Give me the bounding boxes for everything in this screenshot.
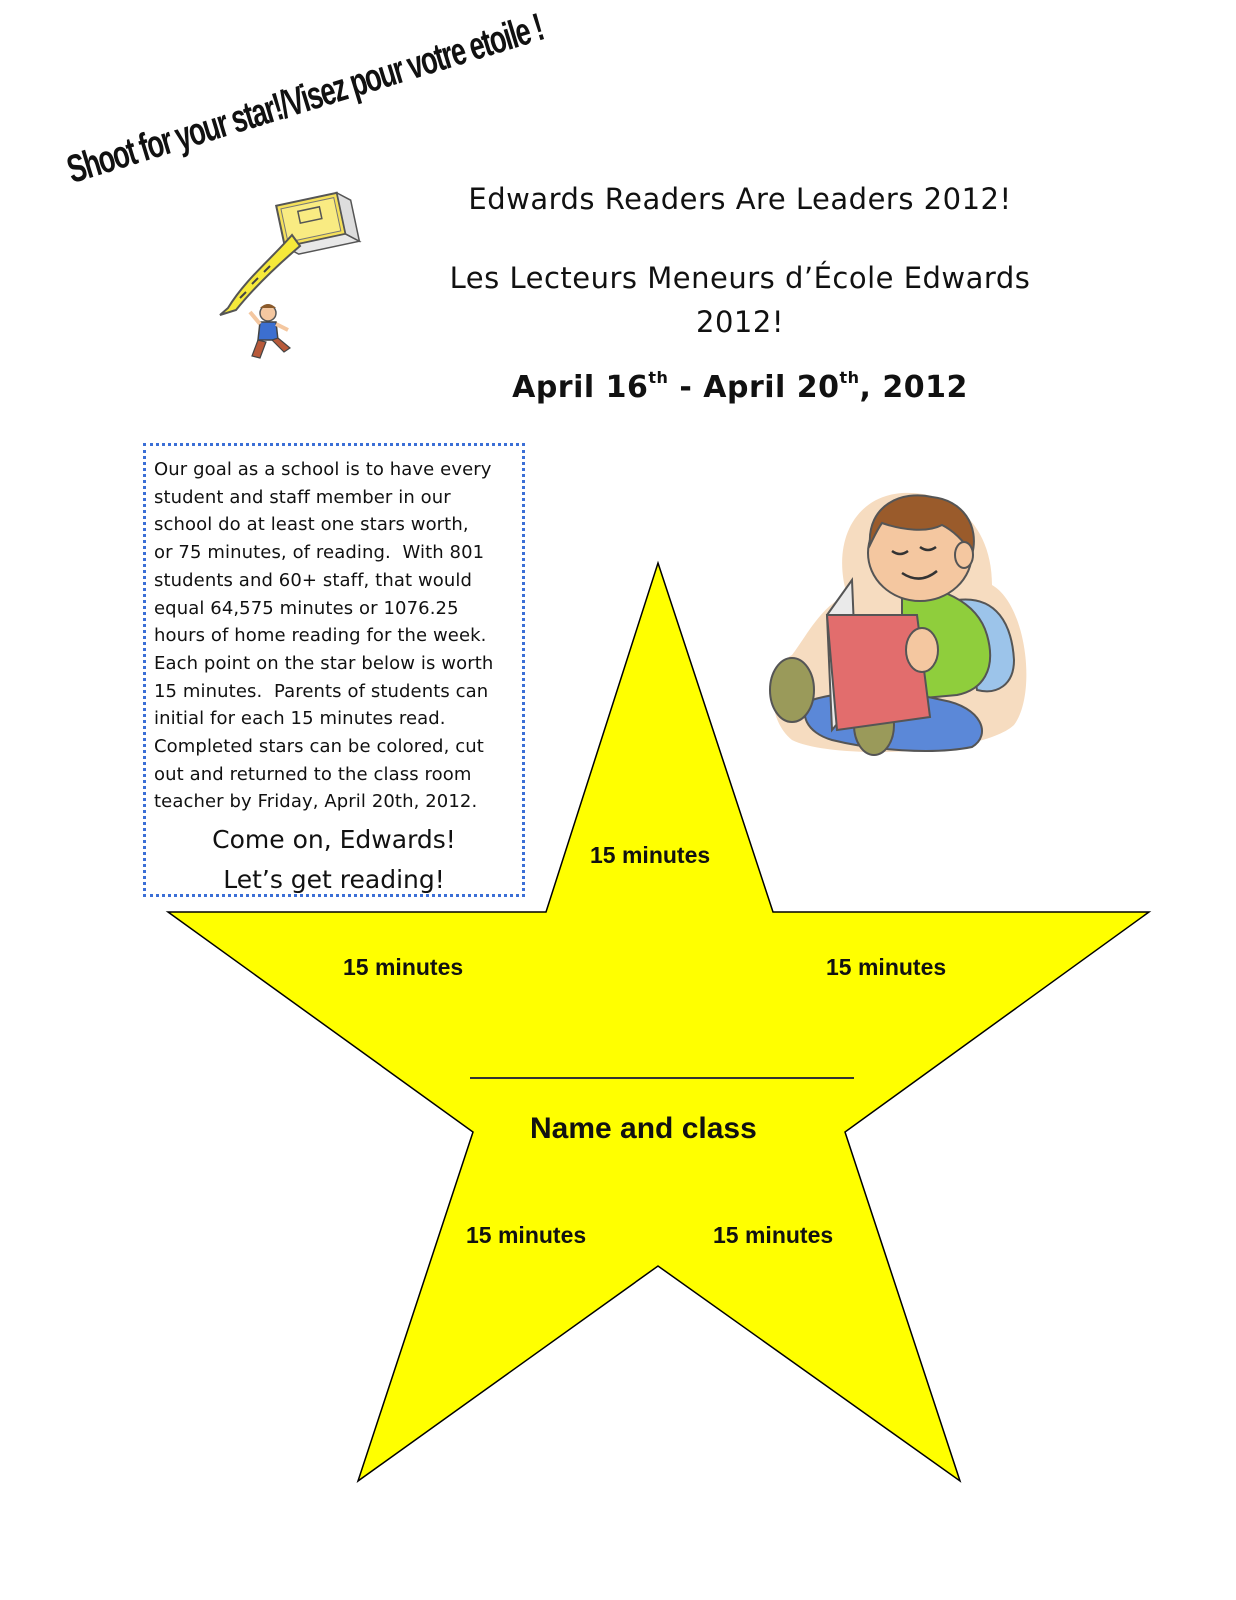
date-year: , 2012 xyxy=(859,370,968,405)
goal-text xyxy=(154,456,514,816)
title-english: Edwards Readers Are Leaders 2012! xyxy=(468,182,1012,216)
cheer-line-2: Let’s get reading! xyxy=(223,865,445,895)
goal-line: teacher by Friday, April 20th, 2012. xyxy=(154,791,478,813)
goal-line: out and returned to the class room xyxy=(154,763,472,785)
date-end: April 20 xyxy=(703,370,840,405)
banner-slogan: Shoot for your star!/Visez pour votre etoile ! xyxy=(62,5,548,192)
name-and-class-label: Name and class xyxy=(530,1112,757,1145)
date-end-suffix: th xyxy=(839,368,860,387)
goal-line: students and 60+ staff, that would xyxy=(154,569,473,591)
goal-line: Each point on the star below is worth xyxy=(154,652,494,674)
goal-line: or 75 minutes, of reading. With 801 xyxy=(154,542,485,564)
goal-line: equal 64,575 minutes or 1076.25 xyxy=(154,597,459,619)
star-point-bottom-left-label: 15 minutes xyxy=(466,1222,587,1248)
star-point-left-label: 15 minutes xyxy=(343,954,464,980)
star-point-right-label: 15 minutes xyxy=(826,954,947,980)
goal-line: initial for each 15 minutes read. xyxy=(154,708,446,730)
date-start: April 16 xyxy=(512,370,649,405)
goal-line: Our goal as a school is to have every xyxy=(154,459,492,480)
cheer-text xyxy=(154,820,514,900)
date-separator: - xyxy=(668,370,704,405)
name-entry-line[interactable] xyxy=(470,1077,854,1079)
cheer-line-1: Come on, Edwards! xyxy=(212,825,456,855)
goal-line: school do at least one stars worth, xyxy=(154,514,469,536)
goal-line: student and staff member in our xyxy=(154,486,451,508)
goal-box xyxy=(143,443,525,897)
goal-line: 15 minutes. Parents of students can xyxy=(154,680,489,702)
star-point-top-label: 15 minutes xyxy=(590,842,711,868)
goal-line: Completed stars can be colored, cut xyxy=(154,736,484,758)
goal-line: hours of home reading for the week. xyxy=(154,625,487,647)
star-point-bottom-right-label: 15 minutes xyxy=(713,1222,834,1248)
date-start-suffix: th xyxy=(648,368,669,387)
boy-reading-book-icon xyxy=(752,485,1042,775)
title-french: Les Lecteurs Meneurs d’École Edwards 2012! xyxy=(449,261,1031,339)
